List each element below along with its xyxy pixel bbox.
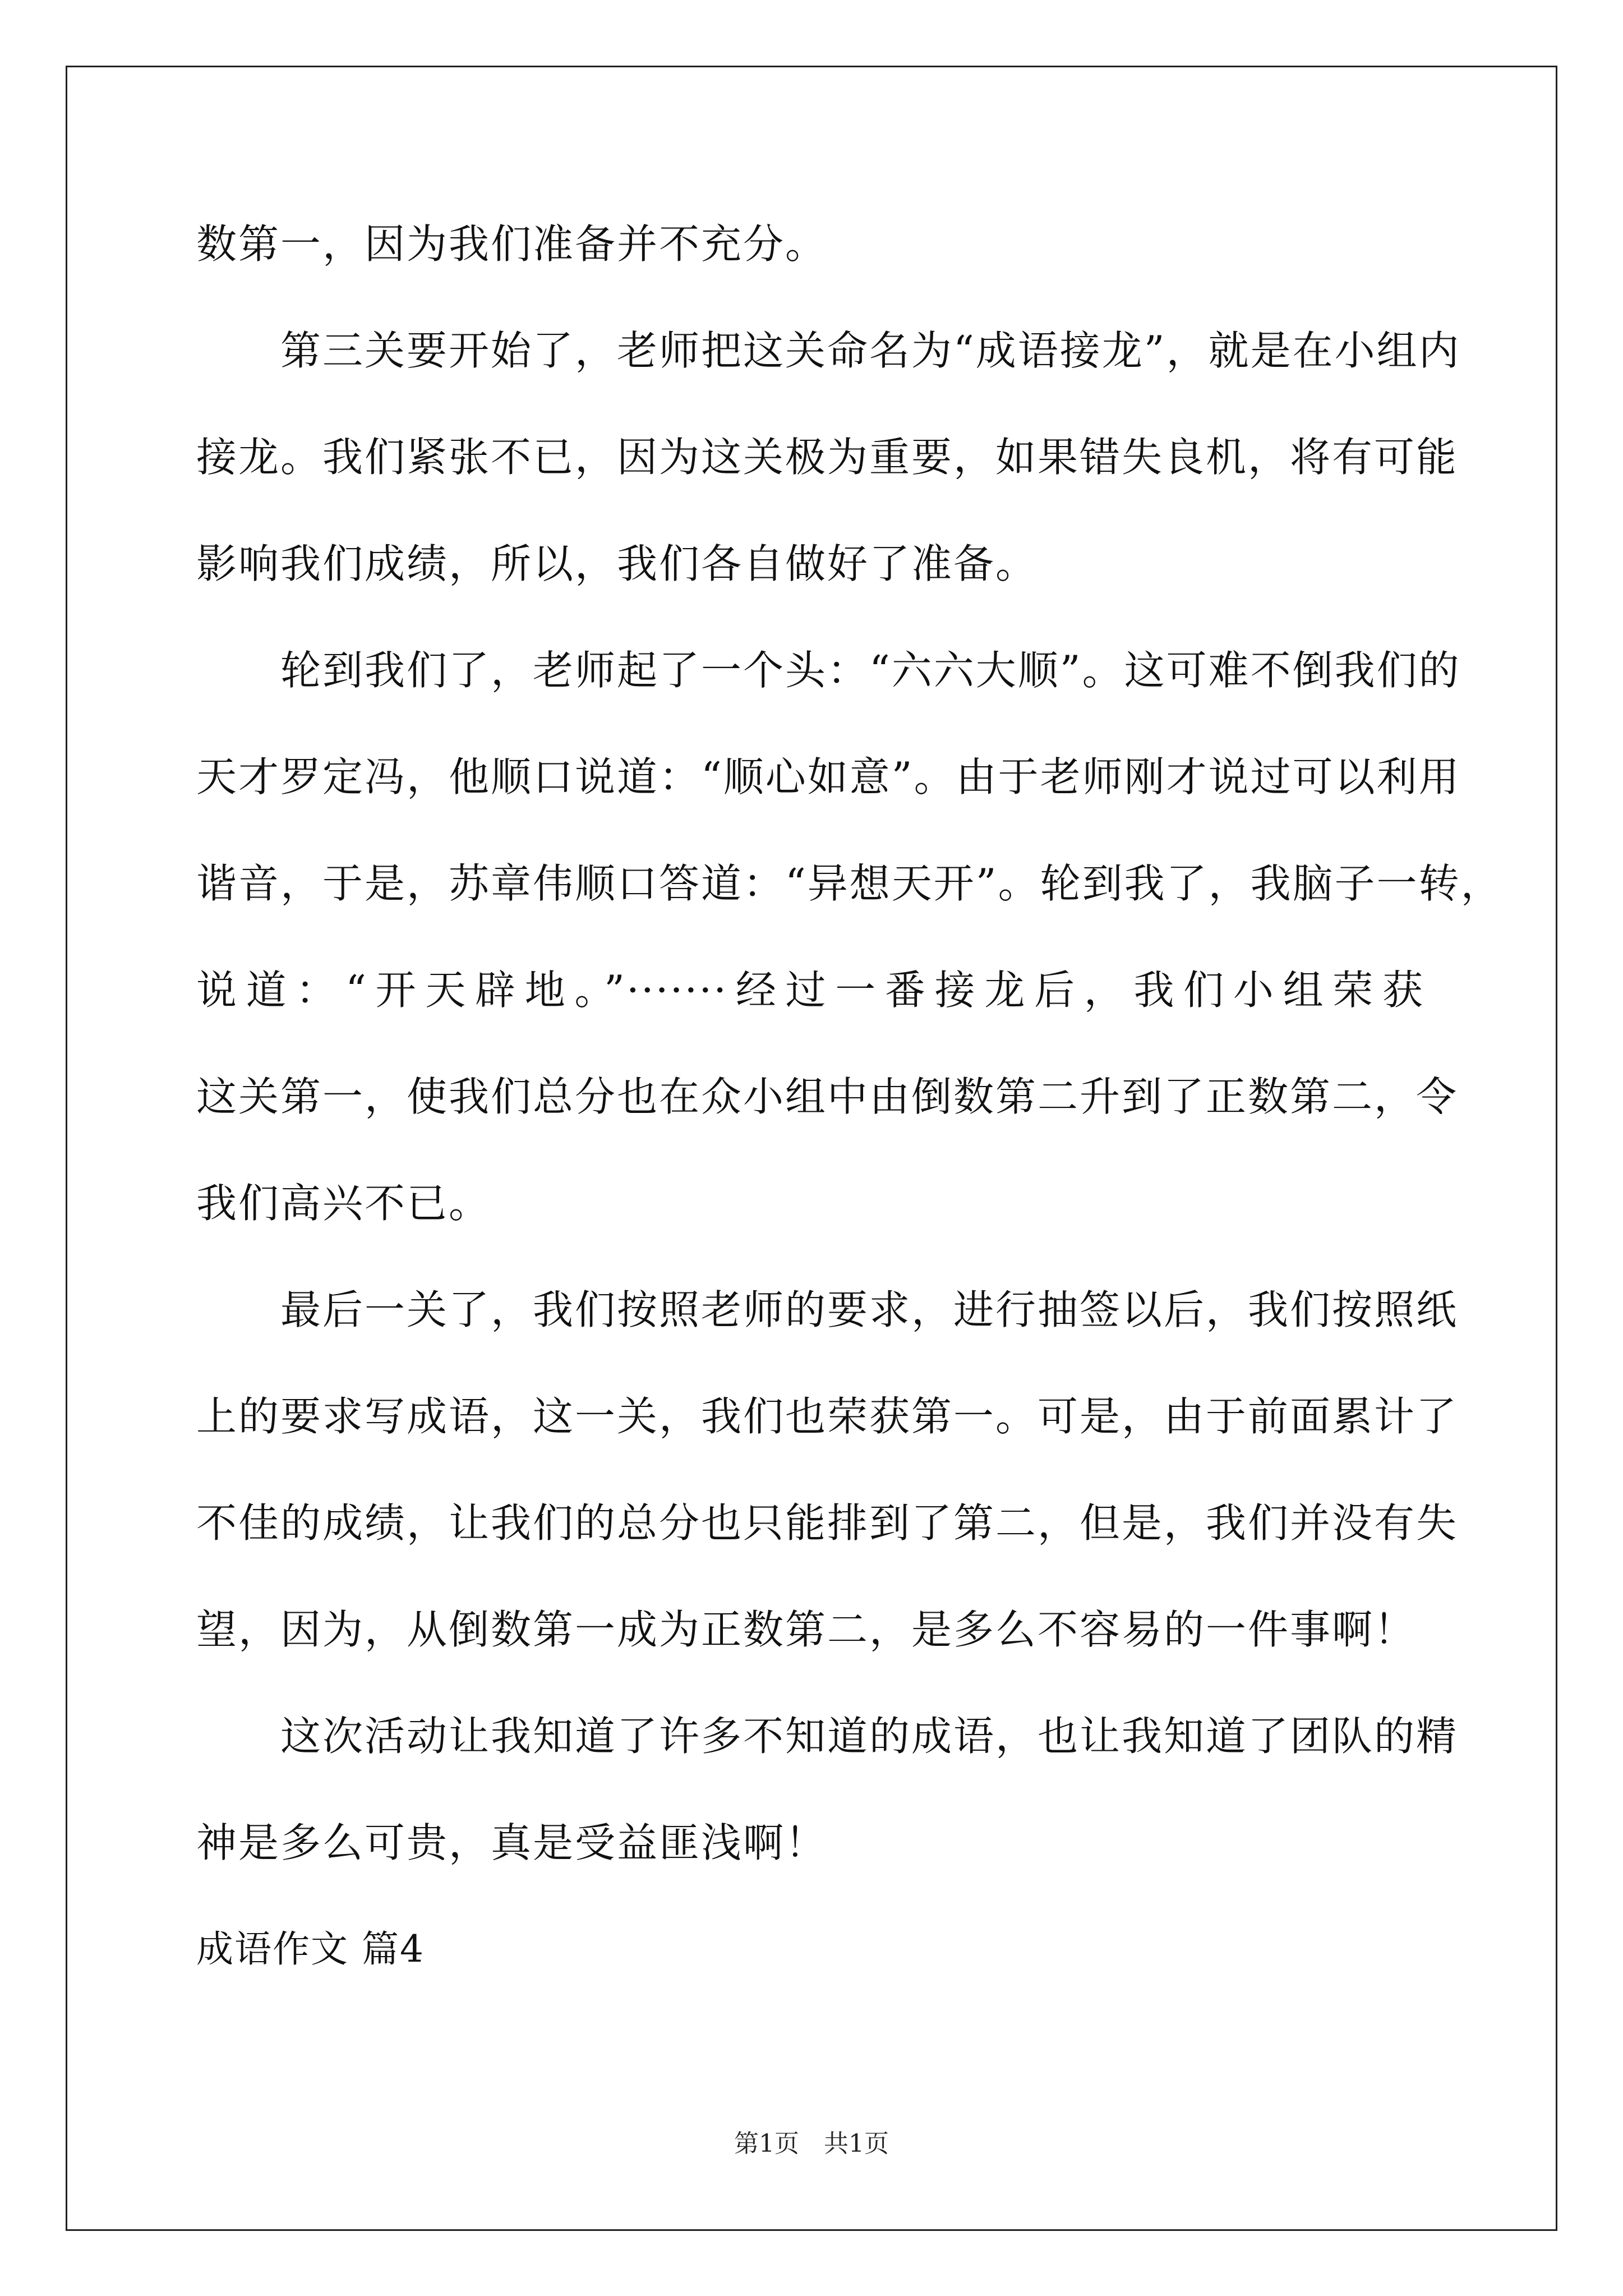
page-number-footer: 第1页 共1页 xyxy=(734,2129,889,2158)
text-line: 上的要求写成语，这一关，我们也荣获第一。可是，由于前面累计了 xyxy=(196,1393,1459,1440)
text-line: 影响我们成绩，所以，我们各自做好了准备。 xyxy=(196,540,1038,587)
text-line: 不佳的成绩，让我们的总分也只能排到了第二，但是，我们并没有失 xyxy=(196,1499,1459,1547)
text-line: 数第一，因为我们准备并不充分。 xyxy=(196,220,828,268)
text-line: 这关第一，使我们总分也在众小组中由倒数第二升到了正数第二，令 xyxy=(196,1073,1459,1120)
text-line: 说道：“开天辟地。”·······经过一番接龙后，我们小组荣获 xyxy=(196,967,1424,1014)
text-line: 望，因为，从倒数第一成为正数第二，是多么不容易的一件事啊！ xyxy=(196,1606,1417,1653)
section-heading: 成语作文 篇4 xyxy=(196,1927,425,1971)
text-line: 最后一关了，我们按照老师的要求，进行抽签以后，我们按照纸 xyxy=(280,1286,1459,1333)
text-line: 第三关要开始了，老师把这关命名为“成语接龙”，就是在小组内 xyxy=(280,327,1461,374)
text-line: 接龙。我们紧张不已，因为这关极为重要，如果错失良机，将有可能 xyxy=(196,434,1459,481)
text-line: 轮到我们了，老师起了一个头：“六六大顺”。这可难不倒我们的 xyxy=(280,647,1461,694)
text-line: 谐音，于是，苏章伟顺口答道：“异想天开”。轮到我了，我脑子一转， xyxy=(196,860,1503,907)
text-line: 这次活动让我知道了许多不知道的成语，也让我知道了团队的精 xyxy=(280,1713,1459,1760)
text-line: 我们高兴不已。 xyxy=(196,1180,491,1227)
text-line: 天才罗定冯，他顺口说道：“顺心如意”。由于老师刚才说过可以利用 xyxy=(196,753,1461,800)
text-line: 神是多么可贵，真是受益匪浅啊！ xyxy=(196,1819,828,1866)
page-frame xyxy=(66,66,1557,2231)
